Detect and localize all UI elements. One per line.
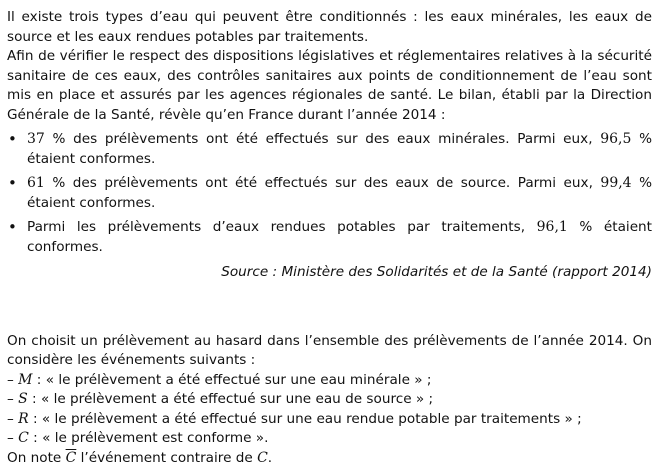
question-intro: On choisit un prélèvement au hasard dans l’ensemble des prélèvements de l’année 2014. On considère les événements suivants :	[7, 332, 652, 371]
event-symbol: R	[18, 411, 29, 427]
bullet-icon: •	[8, 130, 17, 150]
event-item: – S : « le prélèvement a été effectué sur une eau de source » ;	[7, 390, 652, 410]
complement-note: On note $\overline{C}$ l’événement contraire de C.	[7, 449, 652, 468]
event-symbol: C	[18, 430, 29, 446]
percentage-value: 37	[27, 131, 45, 147]
intro-paragraph-2: Afin de vérifier le respect des dispositions législatives et réglementaires relatives à la sécurité sanitaire de ces eaux, des contrôles sanitaires aux points de conditionnement de l’eau sont mis en place et assurés par les agences régionales de santé. Le bilan, établi par la Direction Générale de la Santé, révèle qu’en France durant l’année 2014 :	[7, 47, 652, 125]
event-symbol: M	[18, 372, 32, 388]
question-section	[7, 332, 652, 468]
event-symbol: C	[257, 450, 268, 466]
event-item: – M : « le prélèvement a été effectué sur une eau minérale » ;	[7, 371, 652, 391]
intro-paragraph-1: Il existe trois types d’eau qui peuvent être conditionnés : les eaux minérales, les eaux de source et les eaux rendues potables par traitements.	[7, 8, 652, 47]
statistics-list	[7, 130, 652, 257]
source-citation: Source : Ministère des Solidarités et de la Santé (rapport 2014)	[7, 263, 652, 283]
percentage-value: 96,5	[600, 131, 631, 147]
list-item: • 61 % des prélèvements ont été effectués sur des eaux de source. Parmi eux, 99,4 % étaient conformes.	[7, 174, 652, 213]
complement-symbol: $\overline{C}$	[66, 450, 77, 466]
event-symbol: S	[18, 391, 28, 407]
event-item: – C : « le prélèvement est conforme ».	[7, 429, 652, 449]
list-item: • 37 % des prélèvements ont été effectués sur des eaux minérales. Parmi eux, 96,5 % étaient conformes.	[7, 130, 652, 169]
bullet-icon: •	[8, 174, 17, 194]
percentage-value: 61	[27, 175, 45, 191]
percentage-value: 99,4	[600, 175, 631, 191]
bullet-icon: •	[8, 218, 17, 238]
list-item: • Parmi les prélèvements d’eaux rendues potables par traitements, 96,1 % étaient conformes.	[7, 218, 652, 257]
percentage-value: 96,1	[537, 219, 568, 235]
event-item: – R : « le prélèvement a été effectué sur une eau rendue potable par traitements » ;	[7, 410, 652, 430]
